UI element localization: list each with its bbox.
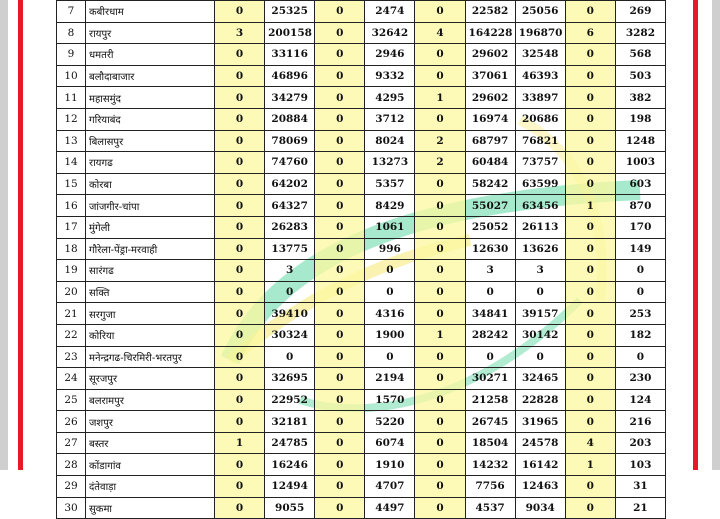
cell-c3: 0	[315, 195, 365, 217]
row-number: 19	[57, 260, 86, 282]
red-border-left	[18, 0, 23, 470]
table-row	[57, 454, 666, 476]
district-name: सक्ति	[86, 281, 215, 303]
district-name: बस्तर	[86, 432, 215, 454]
red-border-right	[693, 0, 698, 470]
cell-c3: 0	[315, 238, 365, 260]
cell-c8: 1	[565, 195, 615, 217]
row-number: 10	[57, 65, 86, 87]
table-row	[57, 260, 666, 282]
table-row	[57, 324, 666, 346]
table-row	[57, 497, 666, 519]
cell-c6: 7756	[465, 476, 515, 498]
district-name: बिलासपुर	[86, 130, 215, 152]
cell-c9: 103	[615, 454, 665, 476]
cell-c4: 5357	[365, 173, 415, 195]
cell-c6: 60484	[465, 152, 515, 174]
cell-c8: 0	[565, 1, 615, 23]
cell-c9: 603	[615, 173, 665, 195]
cell-c3: 0	[315, 65, 365, 87]
cell-c8: 0	[565, 130, 615, 152]
cell-c4: 1061	[365, 216, 415, 238]
cell-c1: 0	[215, 476, 265, 498]
cell-c3: 0	[315, 454, 365, 476]
cell-c7: 16142	[515, 454, 565, 476]
table-row	[57, 389, 666, 411]
row-number: 12	[57, 108, 86, 130]
table-row	[57, 281, 666, 303]
cell-c1: 0	[215, 389, 265, 411]
cell-c9: 0	[615, 281, 665, 303]
cell-c9: 0	[615, 260, 665, 282]
cell-c9: 198	[615, 108, 665, 130]
cell-c1: 0	[215, 346, 265, 368]
cell-c3: 0	[315, 497, 365, 519]
cell-c4: 2946	[365, 44, 415, 66]
cell-c4: 8024	[365, 130, 415, 152]
cell-c5: 0	[415, 238, 465, 260]
row-number: 28	[57, 454, 86, 476]
cell-c8: 0	[565, 152, 615, 174]
cell-c9: 182	[615, 324, 665, 346]
row-number: 30	[57, 497, 86, 519]
cell-c2: 33116	[265, 44, 315, 66]
cell-c1: 0	[215, 87, 265, 109]
cell-c3: 0	[315, 432, 365, 454]
cell-c5: 2	[415, 152, 465, 174]
cell-c4: 4295	[365, 87, 415, 109]
cell-c1: 0	[215, 303, 265, 325]
cell-c4: 4497	[365, 497, 415, 519]
cell-c6: 37061	[465, 65, 515, 87]
cell-c3: 0	[315, 324, 365, 346]
cell-c3: 0	[315, 152, 365, 174]
row-number: 9	[57, 44, 86, 66]
cell-c5: 0	[415, 108, 465, 130]
cell-c7: 25056	[515, 1, 565, 23]
cell-c5: 0	[415, 281, 465, 303]
cell-c6: 164228	[465, 22, 515, 44]
cell-c1: 0	[215, 44, 265, 66]
cell-c4: 996	[365, 238, 415, 260]
row-number: 25	[57, 389, 86, 411]
row-number: 18	[57, 238, 86, 260]
cell-c4: 2194	[365, 368, 415, 390]
cell-c1: 0	[215, 497, 265, 519]
row-number: 24	[57, 368, 86, 390]
table-row	[57, 152, 666, 174]
cell-c1: 0	[215, 260, 265, 282]
cell-c5: 0	[415, 260, 465, 282]
cell-c7: 31965	[515, 411, 565, 433]
district-name: महासमुंद	[86, 87, 215, 109]
cell-c7: 63456	[515, 195, 565, 217]
cell-c8: 4	[565, 432, 615, 454]
cell-c9: 21	[615, 497, 665, 519]
cell-c4: 0	[365, 260, 415, 282]
table-row	[57, 346, 666, 368]
row-number: 21	[57, 303, 86, 325]
cell-c5: 0	[415, 368, 465, 390]
cell-c1: 0	[215, 216, 265, 238]
table-row	[57, 22, 666, 44]
cell-c8: 0	[565, 303, 615, 325]
cell-c9: 31	[615, 476, 665, 498]
cell-c7: 32548	[515, 44, 565, 66]
cell-c5: 4	[415, 22, 465, 44]
cell-c1: 1	[215, 432, 265, 454]
cell-c6: 58242	[465, 173, 515, 195]
cell-c9: 149	[615, 238, 665, 260]
cell-c8: 0	[565, 87, 615, 109]
cell-c3: 0	[315, 44, 365, 66]
cell-c6: 29602	[465, 87, 515, 109]
district-name: मनेन्द्रगढ-चिरमिरी-भरतपुर	[86, 346, 215, 368]
cell-c4: 13273	[365, 152, 415, 174]
cell-c9: 170	[615, 216, 665, 238]
cell-c7: 22828	[515, 389, 565, 411]
table-row	[57, 130, 666, 152]
cell-c8: 0	[565, 216, 615, 238]
cell-c2: 78069	[265, 130, 315, 152]
cell-c9: 1248	[615, 130, 665, 152]
row-number: 27	[57, 432, 86, 454]
district-name: दंतेवाड़ा	[86, 476, 215, 498]
cell-c8: 0	[565, 281, 615, 303]
cell-c5: 1	[415, 87, 465, 109]
cell-c3: 0	[315, 130, 365, 152]
cell-c7: 12463	[515, 476, 565, 498]
cell-c7: 0	[515, 281, 565, 303]
cell-c9: 203	[615, 432, 665, 454]
cell-c2: 12494	[265, 476, 315, 498]
cell-c6: 3	[465, 260, 515, 282]
cell-c2: 64202	[265, 173, 315, 195]
cell-c2: 9055	[265, 497, 315, 519]
row-number: 23	[57, 346, 86, 368]
row-number: 11	[57, 87, 86, 109]
cell-c9: 3282	[615, 22, 665, 44]
district-name: रायपुर	[86, 22, 215, 44]
cell-c4: 1910	[365, 454, 415, 476]
cell-c5: 2	[415, 130, 465, 152]
cell-c3: 0	[315, 260, 365, 282]
cell-c2: 74760	[265, 152, 315, 174]
cell-c9: 216	[615, 411, 665, 433]
cell-c1: 0	[215, 368, 265, 390]
cell-c4: 5220	[365, 411, 415, 433]
cell-c6: 21258	[465, 389, 515, 411]
cell-c2: 13775	[265, 238, 315, 260]
table-row	[57, 1, 666, 23]
cell-c7: 0	[515, 346, 565, 368]
cell-c4: 0	[365, 346, 415, 368]
cell-c2: 0	[265, 281, 315, 303]
cell-c6: 18504	[465, 432, 515, 454]
cell-c7: 24578	[515, 432, 565, 454]
cell-c7: 73757	[515, 152, 565, 174]
cell-c3: 0	[315, 389, 365, 411]
district-name: कबीरधाम	[86, 1, 215, 23]
cell-c6: 12630	[465, 238, 515, 260]
cell-c7: 196870	[515, 22, 565, 44]
cell-c5: 0	[415, 497, 465, 519]
cell-c6: 0	[465, 281, 515, 303]
cell-c1: 0	[215, 108, 265, 130]
row-number: 8	[57, 22, 86, 44]
cell-c4: 4707	[365, 476, 415, 498]
cell-c8: 0	[565, 173, 615, 195]
cell-c4: 8429	[365, 195, 415, 217]
cell-c3: 0	[315, 22, 365, 44]
cell-c5: 0	[415, 346, 465, 368]
row-number: 29	[57, 476, 86, 498]
cell-c7: 3	[515, 260, 565, 282]
cell-c2: 64327	[265, 195, 315, 217]
cell-c3: 0	[315, 476, 365, 498]
cell-c5: 0	[415, 454, 465, 476]
table-row	[57, 303, 666, 325]
cell-c7: 20686	[515, 108, 565, 130]
table-row	[57, 195, 666, 217]
cell-c6: 68797	[465, 130, 515, 152]
district-name: गरियाबंद	[86, 108, 215, 130]
cell-c2: 46896	[265, 65, 315, 87]
table-row	[57, 476, 666, 498]
cell-c3: 0	[315, 303, 365, 325]
row-number: 20	[57, 281, 86, 303]
cell-c2: 0	[265, 346, 315, 368]
cell-c5: 0	[415, 216, 465, 238]
cell-c2: 34279	[265, 87, 315, 109]
cell-c3: 0	[315, 346, 365, 368]
table-row	[57, 216, 666, 238]
cell-c4: 0	[365, 281, 415, 303]
cell-c5: 0	[415, 389, 465, 411]
district-name: कोरिया	[86, 324, 215, 346]
cell-c2: 22952	[265, 389, 315, 411]
cell-c9: 382	[615, 87, 665, 109]
cell-c7: 26113	[515, 216, 565, 238]
cell-c9: 253	[615, 303, 665, 325]
cell-c4: 9332	[365, 65, 415, 87]
cell-c6: 0	[465, 346, 515, 368]
cell-c2: 39410	[265, 303, 315, 325]
cell-c4: 4316	[365, 303, 415, 325]
cell-c9: 503	[615, 65, 665, 87]
row-number: 15	[57, 173, 86, 195]
table-row	[57, 44, 666, 66]
district-name: रायगढ	[86, 152, 215, 174]
cell-c6: 16974	[465, 108, 515, 130]
cell-c4: 1570	[365, 389, 415, 411]
cell-c3: 0	[315, 368, 365, 390]
cell-c2: 30324	[265, 324, 315, 346]
cell-c1: 0	[215, 152, 265, 174]
cell-c5: 0	[415, 173, 465, 195]
cell-c3: 0	[315, 216, 365, 238]
cell-c1: 0	[215, 411, 265, 433]
cell-c3: 0	[315, 173, 365, 195]
cell-c8: 0	[565, 44, 615, 66]
cell-c1: 0	[215, 281, 265, 303]
cell-c8: 0	[565, 108, 615, 130]
cell-c9: 568	[615, 44, 665, 66]
cell-c7: 30142	[515, 324, 565, 346]
cell-c4: 1900	[365, 324, 415, 346]
district-data-table	[56, 0, 666, 519]
cell-c3: 0	[315, 87, 365, 109]
row-number: 7	[57, 1, 86, 23]
cell-c6: 14232	[465, 454, 515, 476]
cell-c8: 0	[565, 65, 615, 87]
cell-c7: 39157	[515, 303, 565, 325]
district-name: बलौदाबाजार	[86, 65, 215, 87]
cell-c7: 9034	[515, 497, 565, 519]
table-row	[57, 432, 666, 454]
district-name: सारंगढ	[86, 260, 215, 282]
row-number: 13	[57, 130, 86, 152]
cell-c1: 0	[215, 195, 265, 217]
cell-c8: 0	[565, 389, 615, 411]
cell-c8: 0	[565, 346, 615, 368]
cell-c8: 0	[565, 497, 615, 519]
row-number: 17	[57, 216, 86, 238]
cell-c2: 32181	[265, 411, 315, 433]
cell-c2: 200158	[265, 22, 315, 44]
cell-c3: 0	[315, 411, 365, 433]
cell-c9: 269	[615, 1, 665, 23]
cell-c9: 870	[615, 195, 665, 217]
cell-c8: 0	[565, 368, 615, 390]
row-number: 26	[57, 411, 86, 433]
cell-c5: 0	[415, 476, 465, 498]
cell-c8: 0	[565, 260, 615, 282]
cell-c5: 0	[415, 195, 465, 217]
cell-c5: 0	[415, 44, 465, 66]
photo-edge-right	[712, 0, 720, 470]
cell-c7: 76821	[515, 130, 565, 152]
cell-c5: 0	[415, 432, 465, 454]
cell-c1: 0	[215, 454, 265, 476]
cell-c9: 0	[615, 346, 665, 368]
cell-c1: 0	[215, 130, 265, 152]
cell-c6: 29602	[465, 44, 515, 66]
cell-c1: 0	[215, 1, 265, 23]
cell-c6: 28242	[465, 324, 515, 346]
district-name: जांजगीर-चांपा	[86, 195, 215, 217]
cell-c2: 26283	[265, 216, 315, 238]
cell-c2: 25325	[265, 1, 315, 23]
district-name: धमतरी	[86, 44, 215, 66]
cell-c8: 0	[565, 411, 615, 433]
cell-c2: 20884	[265, 108, 315, 130]
cell-c5: 0	[415, 303, 465, 325]
district-name: सूरजपुर	[86, 368, 215, 390]
table-row	[57, 173, 666, 195]
cell-c6: 30271	[465, 368, 515, 390]
cell-c9: 230	[615, 368, 665, 390]
cell-c4: 32642	[365, 22, 415, 44]
cell-c4: 3712	[365, 108, 415, 130]
district-name: सुकमा	[86, 497, 215, 519]
cell-c8: 1	[565, 454, 615, 476]
cell-c7: 32465	[515, 368, 565, 390]
table-row	[57, 238, 666, 260]
cell-c5: 1	[415, 324, 465, 346]
cell-c6: 22582	[465, 1, 515, 23]
cell-c1: 0	[215, 238, 265, 260]
cell-c6: 26745	[465, 411, 515, 433]
cell-c2: 16246	[265, 454, 315, 476]
cell-c7: 46393	[515, 65, 565, 87]
row-number: 16	[57, 195, 86, 217]
cell-c3: 0	[315, 281, 365, 303]
cell-c8: 0	[565, 238, 615, 260]
row-number: 14	[57, 152, 86, 174]
district-name: कोरबा	[86, 173, 215, 195]
cell-c3: 0	[315, 1, 365, 23]
cell-c9: 124	[615, 389, 665, 411]
cell-c2: 3	[265, 260, 315, 282]
cell-c2: 32695	[265, 368, 315, 390]
cell-c3: 0	[315, 108, 365, 130]
district-name: मुंगेली	[86, 216, 215, 238]
row-number: 22	[57, 324, 86, 346]
cell-c4: 6074	[365, 432, 415, 454]
cell-c4: 2474	[365, 1, 415, 23]
table-row	[57, 65, 666, 87]
cell-c1: 3	[215, 22, 265, 44]
cell-c8: 0	[565, 324, 615, 346]
cell-c8: 6	[565, 22, 615, 44]
cell-c1: 0	[215, 324, 265, 346]
table-row	[57, 411, 666, 433]
cell-c7: 13626	[515, 238, 565, 260]
cell-c9: 1003	[615, 152, 665, 174]
cell-c6: 4537	[465, 497, 515, 519]
cell-c1: 0	[215, 65, 265, 87]
cell-c7: 63599	[515, 173, 565, 195]
cell-c1: 0	[215, 173, 265, 195]
district-name: जशपुर	[86, 411, 215, 433]
photo-edge-left	[0, 0, 8, 470]
table-row	[57, 87, 666, 109]
cell-c6: 25052	[465, 216, 515, 238]
district-name: बलरामपुर	[86, 389, 215, 411]
cell-c5: 0	[415, 1, 465, 23]
cell-c6: 34841	[465, 303, 515, 325]
cell-c8: 0	[565, 476, 615, 498]
cell-c2: 24785	[265, 432, 315, 454]
cell-c7: 33897	[515, 87, 565, 109]
district-name: गौरेला-पेंड्रा-मरवाही	[86, 238, 215, 260]
table-row	[57, 368, 666, 390]
cell-c6: 55027	[465, 195, 515, 217]
district-name: सरगुजा	[86, 303, 215, 325]
table-row	[57, 108, 666, 130]
cell-c5: 0	[415, 411, 465, 433]
cell-c5: 0	[415, 65, 465, 87]
district-name: कोंडागांव	[86, 454, 215, 476]
